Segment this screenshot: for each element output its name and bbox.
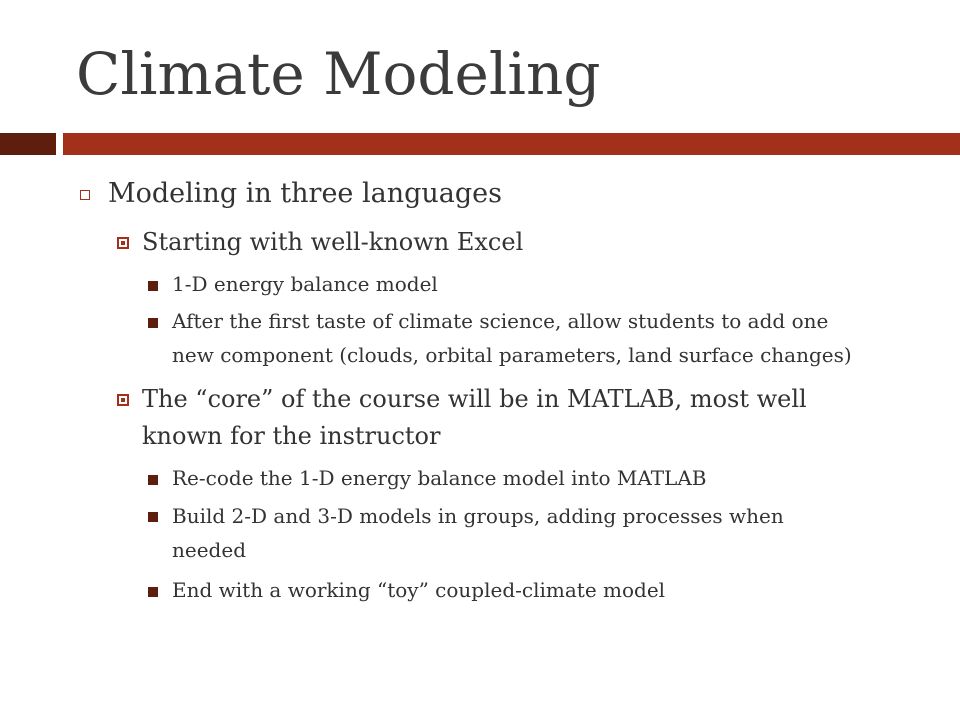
hollow-square-bullet-icon [80,190,90,200]
filled-square-bullet-icon [148,318,158,328]
slide-title: Climate Modeling [76,40,601,108]
bullet-build-models-line1: Build 2-D and 3-D models in groups, adding processes when [172,504,784,528]
filled-square-bullet-icon [148,281,158,291]
bullet-first-taste-line1: After the first taste of climate science, allow students to add one [172,309,829,333]
bullet-toy-model: End with a working “toy” coupled-climate model [172,578,666,602]
framed-square-bullet-icon [117,237,129,249]
bullet-build-models-line2: needed [172,538,246,562]
filled-square-bullet-icon [148,587,158,597]
bullet-first-taste-line2: new component (clouds, orbital parameters, land surface changes) [172,343,852,367]
filled-square-bullet-icon [148,512,158,522]
bullet-energy-balance: 1-D energy balance model [172,272,438,296]
framed-square-bullet-icon [117,394,129,406]
bullet-matlab-line2: known for the instructor [142,422,441,450]
bullet-recode: Re-code the 1-D energy balance model into MATLAB [172,466,707,490]
bullet-matlab-line1: The “core” of the course will be in MATLAB, most well [142,385,807,413]
bullet-modeling-languages: Modeling in three languages [108,178,502,209]
filled-square-bullet-icon [148,475,158,485]
bullet-excel: Starting with well-known Excel [142,228,524,256]
